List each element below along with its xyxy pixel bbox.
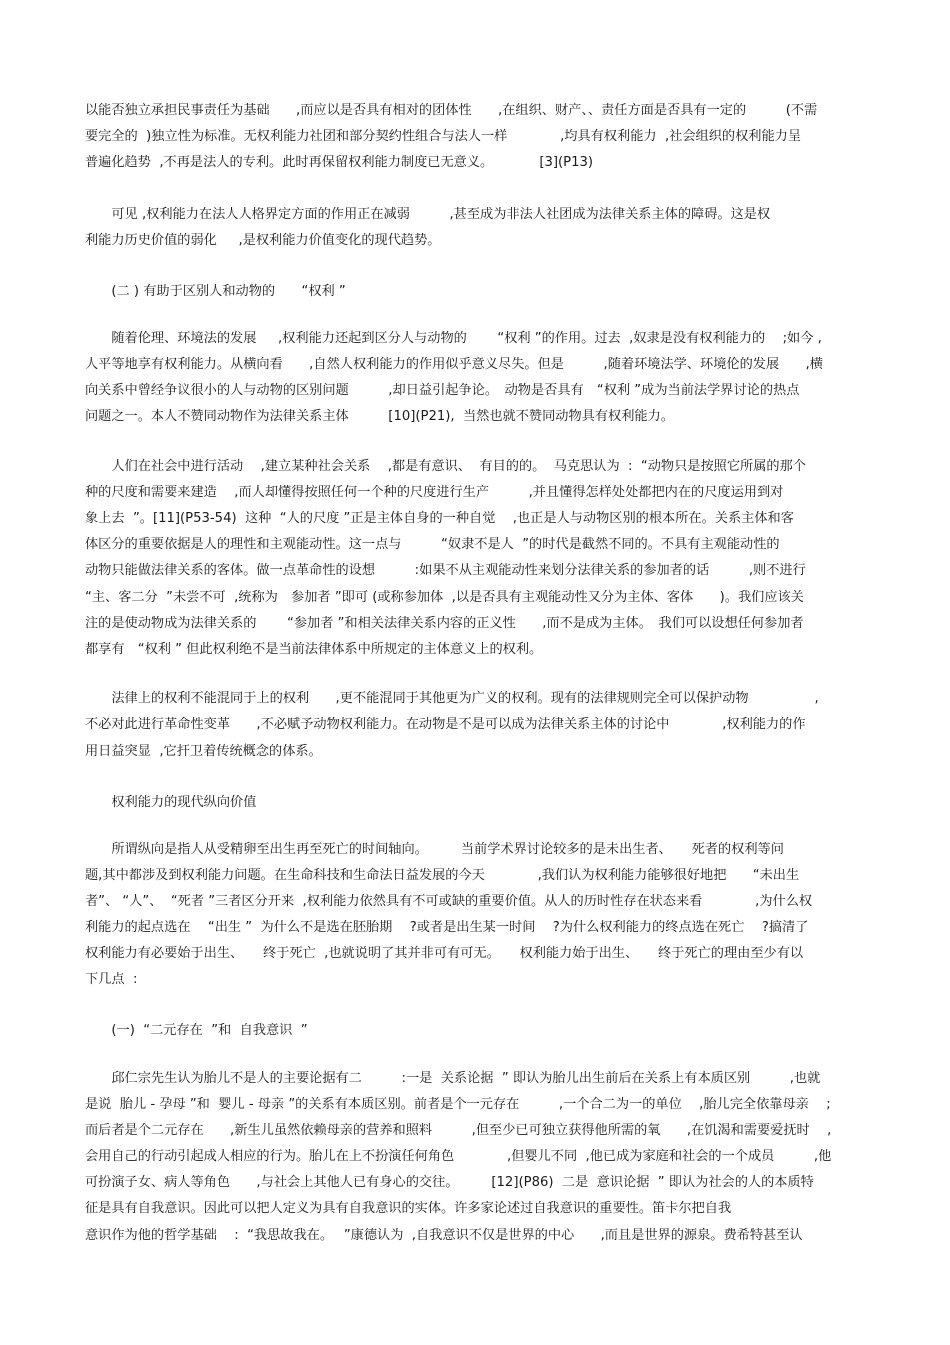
text-line: 邱仁宗先生认为胎儿不是人的主要论据有二 :一是 关系论据 ” 即认为胎儿出生前后在关系上有本质区别 ,也就 [85, 1071, 821, 1086]
text-line: 而后者是个二元存在 ,新生儿虽然依赖母亲的营养和照料 ,但至少已可独立获得他所需的氧 ,在饥渴和需要爱抚时 , [85, 1123, 832, 1138]
text-line: 法律上的权利不能混同于上的权利 ,更不能混同于其他更为广义的权利。现有的法律规则完全可以保护动物 , [85, 691, 819, 706]
text-line: 问题之一。本人不赞同动物作为法律关系主体 [10](P21), 当然也就不赞同动物具有权利能力。 [85, 409, 674, 424]
text-line: 种的尺度和需要来建造 ,而人却懂得按照任何一个种的尺度进行生产 ,并且懂得怎样处处都把内在的尺度运用到对 [85, 485, 784, 500]
text-line: 意识作为他的哲学基础 : “我思故我在。 ”康德认为 ,自我意识不仅是世界的中心 ,而且是世界的源泉。费希特甚至认 [85, 1228, 803, 1243]
text-line: 注的是使动物成为法律关系的 “参加者 ”和相关法律关系内容的正义性 ,而不是成为主体。 我们可以设想任何参加者 [85, 616, 804, 631]
text-line: 随着伦理、环境法的发展 ,权利能力还起到区分人与动物的 “权利 ”的作用。过去 ,奴隶是没有权利能力的 ;如今 , [85, 331, 822, 346]
text-line: 可扮演子女、病人等角色 ,与社会上其他人已有身心的交往。 [12](P86) 二是 意识论据 ” 即认为社会的人的本质特 [85, 1175, 814, 1190]
text-line: 者”、 “人”、 “死者 ”三者区分开来 ,权利能力依然具有不可或缺的重要价值。从人的历时性存在状态来看 ,为什么权 [85, 894, 813, 909]
text-line: 以能否独立承担民事责任为基础 ,而应以是否具有相对的团体性 ,在组织、财产、、责任方面是否具有一定的 (不需 [85, 103, 818, 118]
text-line: 都享有 “权利 ” 但此权利绝不是当前法律体系中所规定的主体意义上的权利。 [85, 642, 543, 657]
text-line: 题,其中都涉及到权利能力问题。在生命科技和生命法日益发展的今天 ,我们认为权利能力能够很好地把 “未出生 [85, 868, 800, 883]
text-line: 人们在社会中进行活动 ,建立某种社会关系 ,都是有意识、 有目的的。 马克思认为 : “动物只是按照它所属的那个 [85, 459, 806, 474]
heading-text: (一) “二元存在 ”和 自我意识 ” [85, 1023, 308, 1038]
heading-text: 权利能力的现代纵向价值 [85, 795, 257, 810]
text-line: 人平等地享有权利能力。从横向看 ,自然人权利能力的作用似乎意义尽失。但是 ,随着环境法学、环境伦的发展 ,横 [85, 357, 823, 372]
text-line: 权利能力有必要始于出生、 终于死亡 ,也就说明了其并非可有可无。 权利能力始于出生、 终于死亡的理由至少有以 [85, 946, 804, 961]
text-line: 动物只能做法律关系的客体。做一点革命性的设想 :如果不从主观能动性来划分法律关系的参加者的话 ,则不进行 [85, 563, 806, 578]
text-line: 利能力历史价值的弱化 ,是权利能力价值变化的现代趋势。 [85, 233, 441, 248]
text-line: 下几点 : [85, 972, 138, 987]
text-line: 向关系中曾经争议很小的人与动物的区别问题 ,却日益引起争论。 动物是否具有 “权利 ”成为当前法学界讨论的热点 [85, 383, 800, 398]
text-line: 要完全的 )独立性为标准。无权利能力社团和部分契约性组合与法人一样 ,均具有权利能力 ,社会组织的权利能力呈 [85, 129, 802, 144]
text-line: 会用自己的行动引起成人相应的行为。胎儿在上不扮演任何角色 ,但婴儿不同 ,他已成为家庭和社会的一个成员 ,他 [85, 1149, 832, 1164]
text-line: 普遍化趋势 ,不再是法人的专利。此时再保留权利能力制度已无意义。 [3](P13) [85, 155, 594, 170]
text-line: 可见 ,权利能力在法人人格界定方面的作用正在减弱 ,甚至成为非法人社团成为法律关系主体的障碍。这是权 [85, 207, 771, 222]
text-line: 利能力的起点选在 “出生 ” 为什么不是选在胚胎期 ?或者是出生某一时间 ?为什么权利能力的终点选在死亡 ?搞清了 [85, 920, 809, 935]
text-line: 体区分的重要依据是人的理性和主观能动性。这一点与 “奴隶不是人 ”的时代是截然不同的。不具有主观能动性的 [85, 537, 780, 552]
text-line: 象上去 ”。[11](P53-54) 这种 “人的尺度 ”正是主体自身的一种自觉 ,也正是人与动物区别的根本所在。关系主体和客 [85, 511, 794, 526]
text-line: “主、客二分 ”未尝不可 ,统称为 参加者 ”即可 (或称参加体 ,以是否具有主观能动性又分为主体、客体 )。我们应该关 [85, 590, 804, 605]
text-line: 不必对此进行革命性变革 ,不必赋予动物权利能力。在动物是不是可以成为法律关系主体的讨论中 ,权利能力的作 [85, 717, 806, 732]
heading-text: (二 ) 有助于区别人和动物的 “权利 ” [85, 284, 346, 299]
text-line: 征是具有自我意识。因此可以把人定义为具有自我意识的实体。许多家论述过自我意识的重要性。笛卡尔把自我 [85, 1201, 732, 1216]
text-line: 用日益突显 ,它扞卫着传统概念的体系。 [85, 744, 322, 759]
text-line: 是说 胎儿 - 孕母 ”和 婴儿 - 母亲 ”的关系有本质区别。前者是个一元存在 ,一个合二为一的单位 ,胎儿完全依靠母亲 ; [85, 1097, 831, 1112]
text-line: 所谓纵向是指人从受精卵至出生再至死亡的时间轴向。 当前学术界讨论较多的是未出生者、 死者的权利等问 [85, 842, 784, 857]
